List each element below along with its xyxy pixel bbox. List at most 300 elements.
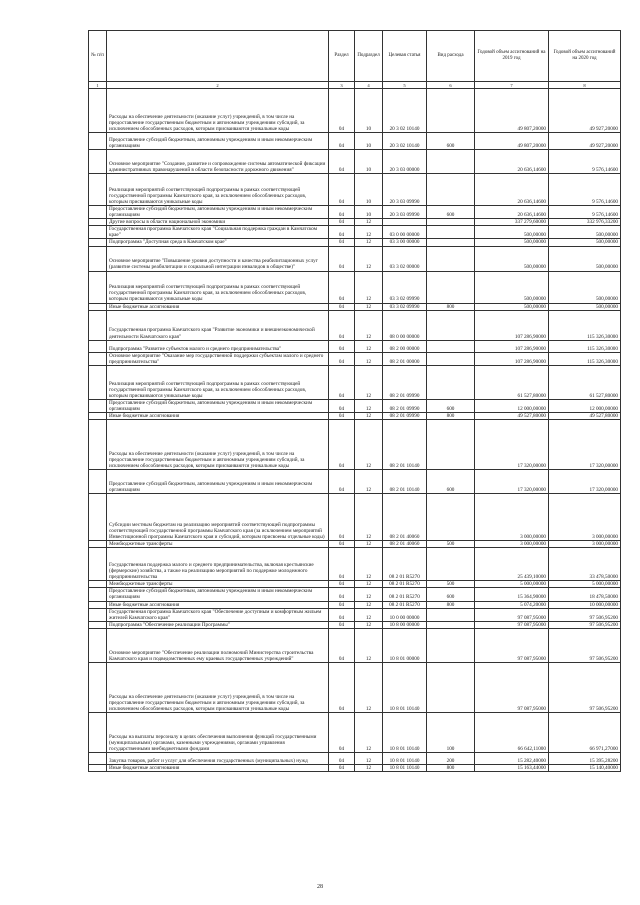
- sum-2019-cell: 49 807,20000: [475, 89, 549, 133]
- num-cell: [89, 494, 107, 541]
- razdel-cell: 04: [329, 303, 355, 310]
- sum-2020-cell: 500,00000: [549, 226, 621, 239]
- razdel-cell: 04: [329, 588, 355, 601]
- vr-cell: 200: [427, 752, 475, 764]
- sum-2020-cell: 115 326,30000: [549, 352, 621, 365]
- table-row: [89, 219, 621, 226]
- sum-2019-cell: 49 807,20000: [475, 133, 549, 150]
- vr-cell: [427, 340, 475, 352]
- sum-2020-cell: 500,00000: [549, 239, 621, 246]
- razdel-cell: 04: [329, 89, 355, 133]
- csr-cell: 08 2 01 R5270: [383, 601, 427, 608]
- num-cell: [89, 608, 107, 621]
- num-cell: [89, 239, 107, 246]
- table-header: [89, 31, 621, 89]
- num-cell: [89, 219, 107, 226]
- csr-cell: 10 8 01 10140: [383, 662, 427, 712]
- name-cell: Межбюджетные трансферты: [107, 541, 329, 548]
- razdel-cell: 04: [329, 413, 355, 420]
- sum-2019-cell: 17 320,00000: [475, 420, 549, 470]
- table-row: [89, 239, 621, 246]
- table-row: [89, 628, 621, 662]
- podrazdel-cell: 12: [355, 365, 383, 399]
- table-row: [89, 226, 621, 239]
- razdel-cell: 04: [329, 174, 355, 206]
- csr-cell: 08 2 01 00000: [383, 352, 427, 365]
- table-row: [89, 712, 621, 752]
- vr-cell: [427, 219, 475, 226]
- csr-cell: 20 3 03 09990: [383, 206, 427, 219]
- column-index-cell: 7: [475, 82, 549, 89]
- name-cell: Предоставление субсидий бюджетным, автономным учреждениям и иным некоммерческим организациям: [107, 588, 329, 601]
- sum-2020-cell: 61 527,80000: [549, 365, 621, 399]
- sum-2019-cell: 20 636,14600: [475, 174, 549, 206]
- table-row: [89, 352, 621, 365]
- podrazdel-cell: 10: [355, 133, 383, 150]
- name-cell: Другие вопросы в области национальной экономики: [107, 219, 329, 226]
- vr-cell: [427, 226, 475, 239]
- table-row: [89, 271, 621, 303]
- num-cell: [89, 271, 107, 303]
- sum-2020-cell: 18 478,50000: [549, 588, 621, 601]
- sum-2019-cell: 15 364,90000: [475, 588, 549, 601]
- sum-2019-cell: 25 439,10000: [475, 548, 549, 581]
- column-index-cell: 3: [329, 82, 355, 89]
- podrazdel-cell: 12: [355, 420, 383, 470]
- table-row: [89, 340, 621, 352]
- num-cell: [89, 420, 107, 470]
- name-cell: Предоставление субсидий бюджетным, автономным учреждениям и иным некоммерческим организациям: [107, 399, 329, 412]
- name-cell: Реализация мероприятий соответствующей подпрограммы в рамках соответствующей государственной программы Камчатского края, за исключением обособленных расходов, которым присваиваются уникальные коды: [107, 174, 329, 206]
- razdel-cell: 04: [329, 581, 355, 588]
- podrazdel-cell: 12: [355, 712, 383, 752]
- csr-cell: 10 0 00 00000: [383, 608, 427, 621]
- podrazdel-cell: 12: [355, 239, 383, 246]
- sum-2020-cell: 5 000,00000: [549, 581, 621, 588]
- csr-cell: 08 2 01 R5270: [383, 581, 427, 588]
- sum-2019-cell: 97 087,95000: [475, 621, 549, 628]
- num-cell: [89, 399, 107, 412]
- budget-table: [88, 30, 621, 772]
- table-row: [89, 303, 621, 310]
- csr-cell: 08 2 01 10140: [383, 420, 427, 470]
- name-cell: Закупка товаров, работ и услуг для обеспечения государственных (муниципальных) нужд: [107, 752, 329, 764]
- header-sum-2019: Годовой объем ассигнований на 2019 год: [475, 31, 549, 82]
- sum-2019-cell: 17 320,00000: [475, 470, 549, 494]
- name-cell: Расходы на выплаты персоналу в целях обеспечения выполнения функций государственными (муниципальными) органами, казенными учреждениями, органами управления государственными внебюджетными фондами: [107, 712, 329, 752]
- csr-cell: 03 3 02 09990: [383, 271, 427, 303]
- csr-cell: 08 2 01 R5270: [383, 588, 427, 601]
- sum-2020-cell: 10 000,00000: [549, 601, 621, 608]
- csr-cell: 08 2 01 09990: [383, 365, 427, 399]
- razdel-cell: 04: [329, 752, 355, 764]
- podrazdel-cell: 12: [355, 588, 383, 601]
- table-row: [89, 420, 621, 470]
- table-row: [89, 752, 621, 764]
- column-index-cell: 6: [427, 82, 475, 89]
- table-row: [89, 662, 621, 712]
- sum-2019-cell: 500,00000: [475, 239, 549, 246]
- table-row: [89, 601, 621, 608]
- name-cell: Подпрограмма "Обеспечение реализации Программы": [107, 621, 329, 628]
- csr-cell: 10 8 01 10140: [383, 752, 427, 764]
- sum-2020-cell: 17 320,00000: [549, 420, 621, 470]
- name-cell: Основное мероприятие "Повышение уровня доступности и качества реабилитационных услуг (развитие системы реабилитации и социальной интеграции инвалидов в обществе)": [107, 246, 329, 271]
- sum-2019-cell: 61 527,80000: [475, 365, 549, 399]
- name-cell: Основное мероприятие "Обеспечение реализации полномочий Министерства строительства Камчатского края и подведомственных ему краевых государственных учреждений": [107, 628, 329, 662]
- podrazdel-cell: 10: [355, 206, 383, 219]
- num-cell: [89, 365, 107, 399]
- header-razdel: Раздел: [329, 31, 355, 82]
- num-cell: [89, 764, 107, 771]
- name-cell: Расходы на обеспечение деятельности (оказание услуг) учреждений, в том числе на предоставление государственным бюджетным и автономным учреждениям субсидий, за исключением обособленных расходов, которым присваиваются уникальные коды: [107, 420, 329, 470]
- name-cell: Основное мероприятие "Создание, развитие и сопровождение системы автоматической фиксации административных правонарушений в области безопасности дорожного движения": [107, 150, 329, 174]
- vr-cell: [427, 494, 475, 541]
- table-row: [89, 621, 621, 628]
- table-row: [89, 764, 621, 771]
- podrazdel-cell: 10: [355, 89, 383, 133]
- razdel-cell: 04: [329, 662, 355, 712]
- vr-cell: [427, 662, 475, 712]
- podrazdel-cell: 12: [355, 601, 383, 608]
- sum-2020-cell: 49 527,80000: [549, 413, 621, 420]
- column-index-row: [89, 82, 621, 89]
- sum-2019-cell: 12 000,00000: [475, 399, 549, 412]
- name-cell: Подпрограмма "Развитие субъектов малого и среднего предпринимательства": [107, 340, 329, 352]
- name-cell: Государственная программа Камчатского края "Развитие экономики и внешнеэкономической деятельности Камчатского края": [107, 310, 329, 340]
- csr-cell: 08 2 01 R5270: [383, 548, 427, 581]
- podrazdel-cell: 12: [355, 399, 383, 412]
- podrazdel-cell: 12: [355, 219, 383, 226]
- name-cell: Предоставление субсидий бюджетным, автономным учреждениям и иным некоммерческим организациям: [107, 470, 329, 494]
- table-row: [89, 541, 621, 548]
- name-cell: Иные бюджетные ассигнования: [107, 303, 329, 310]
- sum-2020-cell: 500,00000: [549, 271, 621, 303]
- sum-2019-cell: 107 286,90000: [475, 310, 549, 340]
- num-cell: [89, 310, 107, 340]
- vr-cell: 600: [427, 588, 475, 601]
- table-row: [89, 470, 621, 494]
- razdel-cell: 04: [329, 621, 355, 628]
- vr-cell: 800: [427, 303, 475, 310]
- vr-cell: [427, 246, 475, 271]
- razdel-cell: 04: [329, 399, 355, 412]
- sum-2019-cell: 20 636,14600: [475, 206, 549, 219]
- sum-2020-cell: 115 326,30000: [549, 340, 621, 352]
- header-num: № п/п: [89, 31, 107, 82]
- podrazdel-cell: 12: [355, 340, 383, 352]
- csr-cell: [383, 219, 427, 226]
- vr-cell: [427, 628, 475, 662]
- razdel-cell: 04: [329, 470, 355, 494]
- table-row: [89, 89, 621, 133]
- column-index-cell: 4: [355, 82, 383, 89]
- sum-2020-cell: 15 395,28200: [549, 752, 621, 764]
- razdel-cell: 04: [329, 712, 355, 752]
- vr-cell: 600: [427, 399, 475, 412]
- name-cell: Иные бюджетные ассигнования: [107, 413, 329, 420]
- sum-2020-cell: 9 576,14600: [549, 150, 621, 174]
- razdel-cell: 04: [329, 310, 355, 340]
- sum-2019-cell: 66 642,11000: [475, 712, 549, 752]
- vr-cell: 500: [427, 581, 475, 588]
- razdel-cell: 04: [329, 764, 355, 771]
- sum-2019-cell: 107 286,90000: [475, 340, 549, 352]
- razdel-cell: 04: [329, 271, 355, 303]
- name-cell: Субсидии местным бюджетам на реализацию мероприятий соответствующей подпрограммы соответствующей государственной программы Камчатского края (за исключением мероприятий Инвестиционной программы Камчатского края и субсидий, которым присвоены отдельные коды): [107, 494, 329, 541]
- vr-cell: [427, 548, 475, 581]
- num-cell: [89, 133, 107, 150]
- header-vr: Вид расхода: [427, 31, 475, 82]
- table-row: [89, 399, 621, 412]
- num-cell: [89, 541, 107, 548]
- table-row: [89, 413, 621, 420]
- table-row: [89, 133, 621, 150]
- header-sum-2020: Годовой объем ассигнований на 2020 год: [549, 31, 621, 82]
- sum-2020-cell: 12 000,00000: [549, 399, 621, 412]
- table-row: [89, 494, 621, 541]
- sum-2019-cell: 500,00000: [475, 271, 549, 303]
- vr-cell: 600: [427, 133, 475, 150]
- num-cell: [89, 752, 107, 764]
- name-cell: Иные бюджетные ассигнования: [107, 601, 329, 608]
- razdel-cell: 04: [329, 608, 355, 621]
- sum-2019-cell: 15 163,44000: [475, 764, 549, 771]
- num-cell: [89, 712, 107, 752]
- vr-cell: 600: [427, 470, 475, 494]
- sum-2019-cell: 107 286,90000: [475, 352, 549, 365]
- sum-2020-cell: 17 320,00000: [549, 470, 621, 494]
- table-row: [89, 310, 621, 340]
- sum-2019-cell: 97 087,95000: [475, 662, 549, 712]
- table-row: [89, 174, 621, 206]
- header-podrazdel: Подраздел: [355, 31, 383, 82]
- razdel-cell: 04: [329, 601, 355, 608]
- razdel-cell: 04: [329, 352, 355, 365]
- sum-2019-cell: 5 074,20000: [475, 601, 549, 608]
- sum-2019-cell: 97 087,95000: [475, 628, 549, 662]
- name-cell: Государственная поддержка малого и среднего предпринимательства, включая крестьянские (фермерские) хозяйства, а также на реализацию мероприятий по поддержке молодежного предпринимательства: [107, 548, 329, 581]
- sum-2019-cell: 97 087,95000: [475, 608, 549, 621]
- csr-cell: 03 3 00 00000: [383, 239, 427, 246]
- podrazdel-cell: 12: [355, 310, 383, 340]
- table-row: [89, 150, 621, 174]
- vr-cell: [427, 310, 475, 340]
- razdel-cell: 04: [329, 420, 355, 470]
- csr-cell: 10 8 01 00000: [383, 628, 427, 662]
- sum-2020-cell: 332 976,33200: [549, 219, 621, 226]
- sum-2020-cell: 115 326,30000: [549, 310, 621, 340]
- name-cell: Предоставление субсидий бюджетным, автономным учреждениям и иным некоммерческим организациям: [107, 206, 329, 219]
- sum-2020-cell: 9 576,14600: [549, 174, 621, 206]
- vr-cell: 500: [427, 541, 475, 548]
- csr-cell: 08 2 01 40060: [383, 494, 427, 541]
- vr-cell: [427, 174, 475, 206]
- name-cell: Основное мероприятие "Оказание мер государственной поддержки субъектам малого и среднего предпринимательства": [107, 352, 329, 365]
- table-body: [89, 89, 621, 772]
- table-row: [89, 365, 621, 399]
- name-cell: Межбюджетные трансферты: [107, 581, 329, 588]
- sum-2020-cell: 500,00000: [549, 303, 621, 310]
- name-cell: Реализация мероприятий соответствующей подпрограммы в рамках соответствующей государственной программы Камчатского края, за исключением обособленных расходов, которым присваиваются уникальные коды: [107, 365, 329, 399]
- razdel-cell: 04: [329, 541, 355, 548]
- podrazdel-cell: 12: [355, 608, 383, 621]
- csr-cell: 08 2 01 10140: [383, 470, 427, 494]
- podrazdel-cell: 12: [355, 413, 383, 420]
- header-csr: Целевая статья: [383, 31, 427, 82]
- vr-cell: 100: [427, 712, 475, 752]
- podrazdel-cell: 12: [355, 541, 383, 548]
- table-row: [89, 206, 621, 219]
- sum-2020-cell: 49 927,20000: [549, 133, 621, 150]
- column-index-cell: 5: [383, 82, 427, 89]
- razdel-cell: 04: [329, 206, 355, 219]
- vr-cell: 600: [427, 206, 475, 219]
- budget-table-sheet: [88, 30, 620, 772]
- num-cell: [89, 588, 107, 601]
- num-cell: [89, 226, 107, 239]
- num-cell: [89, 174, 107, 206]
- razdel-cell: 04: [329, 494, 355, 541]
- razdel-cell: 04: [329, 150, 355, 174]
- vr-cell: 800: [427, 764, 475, 771]
- table-row: [89, 588, 621, 601]
- sum-2020-cell: 49 927,20000: [549, 89, 621, 133]
- csr-cell: 10 8 01 10140: [383, 712, 427, 752]
- sum-2019-cell: 500,00000: [475, 303, 549, 310]
- sum-2019-cell: 3 000,00000: [475, 494, 549, 541]
- sum-2019-cell: 5 000,00000: [475, 581, 549, 588]
- sum-2019-cell: 49 527,80000: [475, 413, 549, 420]
- num-cell: [89, 548, 107, 581]
- num-cell: [89, 340, 107, 352]
- podrazdel-cell: 12: [355, 226, 383, 239]
- vr-cell: 800: [427, 601, 475, 608]
- podrazdel-cell: 12: [355, 628, 383, 662]
- csr-cell: 20 3 02 10140: [383, 133, 427, 150]
- csr-cell: 03 3 02 00000: [383, 246, 427, 271]
- name-cell: Подпрограмма "Доступная среда в Камчатском крае": [107, 239, 329, 246]
- vr-cell: [427, 608, 475, 621]
- num-cell: [89, 601, 107, 608]
- num-cell: [89, 470, 107, 494]
- sum-2020-cell: 3 000,00000: [549, 541, 621, 548]
- podrazdel-cell: 12: [355, 752, 383, 764]
- csr-cell: 03 0 00 00000: [383, 226, 427, 239]
- sum-2020-cell: 97 506,95200: [549, 628, 621, 662]
- sum-2020-cell: 97 506,95200: [549, 662, 621, 712]
- num-cell: [89, 352, 107, 365]
- column-index-cell: 2: [107, 82, 329, 89]
- sum-2019-cell: 337 279,60000: [475, 219, 549, 226]
- csr-cell: 03 3 02 09990: [383, 303, 427, 310]
- sum-2019-cell: 500,00000: [475, 246, 549, 271]
- podrazdel-cell: 12: [355, 548, 383, 581]
- vr-cell: [427, 239, 475, 246]
- sum-2020-cell: 500,00000: [549, 246, 621, 271]
- podrazdel-cell: 12: [355, 352, 383, 365]
- num-cell: [89, 150, 107, 174]
- podrazdel-cell: 12: [355, 581, 383, 588]
- vr-cell: [427, 352, 475, 365]
- name-cell: Реализация мероприятий соответствующей подпрограммы в рамках соответствующей государственной программы Камчатского края, за исключением обособленных расходов, которым присваиваются уникальные коды: [107, 271, 329, 303]
- page-number: 28: [317, 884, 323, 890]
- name-cell: Предоставление субсидий бюджетным, автономным учреждениям и иным некоммерческим организациям: [107, 133, 329, 150]
- csr-cell: 08 2 01 09990: [383, 413, 427, 420]
- podrazdel-cell: 10: [355, 150, 383, 174]
- header-name: [107, 31, 329, 82]
- podrazdel-cell: 12: [355, 470, 383, 494]
- podrazdel-cell: 12: [355, 303, 383, 310]
- name-cell: Государственная программа Камчатского края "Социальная поддержка граждан в Камчатском крае": [107, 226, 329, 239]
- table-row: [89, 246, 621, 271]
- table-row: [89, 608, 621, 621]
- sum-2019-cell: 500,00000: [475, 226, 549, 239]
- podrazdel-cell: 12: [355, 246, 383, 271]
- csr-cell: 08 2 01 09990: [383, 399, 427, 412]
- sum-2020-cell: 97 506,95200: [549, 608, 621, 621]
- table-row: [89, 581, 621, 588]
- num-cell: [89, 246, 107, 271]
- vr-cell: [427, 89, 475, 133]
- table-row: [89, 548, 621, 581]
- razdel-cell: 04: [329, 133, 355, 150]
- vr-cell: [427, 271, 475, 303]
- csr-cell: 08 0 00 00000: [383, 310, 427, 340]
- csr-cell: 10 8 01 10140: [383, 764, 427, 771]
- column-index-cell: 1: [89, 82, 107, 89]
- sum-2020-cell: 33 478,50000: [549, 548, 621, 581]
- sum-2020-cell: 66 971,27000: [549, 712, 621, 752]
- sum-2020-cell: 9 576,14600: [549, 206, 621, 219]
- razdel-cell: 04: [329, 219, 355, 226]
- sum-2020-cell: 3 000,00000: [549, 494, 621, 541]
- razdel-cell: 04: [329, 246, 355, 271]
- num-cell: [89, 89, 107, 133]
- num-cell: [89, 581, 107, 588]
- num-cell: [89, 413, 107, 420]
- razdel-cell: 04: [329, 340, 355, 352]
- vr-cell: [427, 150, 475, 174]
- podrazdel-cell: 12: [355, 494, 383, 541]
- num-cell: [89, 206, 107, 219]
- sum-2020-cell: 15 140,40000: [549, 764, 621, 771]
- podrazdel-cell: 12: [355, 271, 383, 303]
- num-cell: [89, 628, 107, 662]
- name-cell: Расходы на обеспечение деятельности (оказание услуг) учреждений, в том числе на предоставление государственным бюджетным и автономным учреждениям субсидий, за исключением обособленных расходов, которым присваиваются уникальные коды: [107, 662, 329, 712]
- podrazdel-cell: 10: [355, 174, 383, 206]
- csr-cell: 20 3 02 10140: [383, 89, 427, 133]
- vr-cell: [427, 420, 475, 470]
- razdel-cell: 04: [329, 548, 355, 581]
- csr-cell: 08 2 01 40060: [383, 541, 427, 548]
- vr-cell: 800: [427, 413, 475, 420]
- vr-cell: [427, 365, 475, 399]
- razdel-cell: 04: [329, 628, 355, 662]
- num-cell: [89, 662, 107, 712]
- name-cell: Государственная программа Камчатского края "Обеспечение доступным и комфортным жильем жителей Камчатского края": [107, 608, 329, 621]
- sum-2019-cell: 15 282,40000: [475, 752, 549, 764]
- podrazdel-cell: 12: [355, 764, 383, 771]
- column-index-cell: 8: [549, 82, 621, 89]
- razdel-cell: 04: [329, 239, 355, 246]
- csr-cell: 08 2 00 00000: [383, 340, 427, 352]
- podrazdel-cell: 12: [355, 621, 383, 628]
- sum-2020-cell: 97 506,95200: [549, 621, 621, 628]
- razdel-cell: 04: [329, 365, 355, 399]
- razdel-cell: 04: [329, 226, 355, 239]
- csr-cell: 20 3 03 00000: [383, 150, 427, 174]
